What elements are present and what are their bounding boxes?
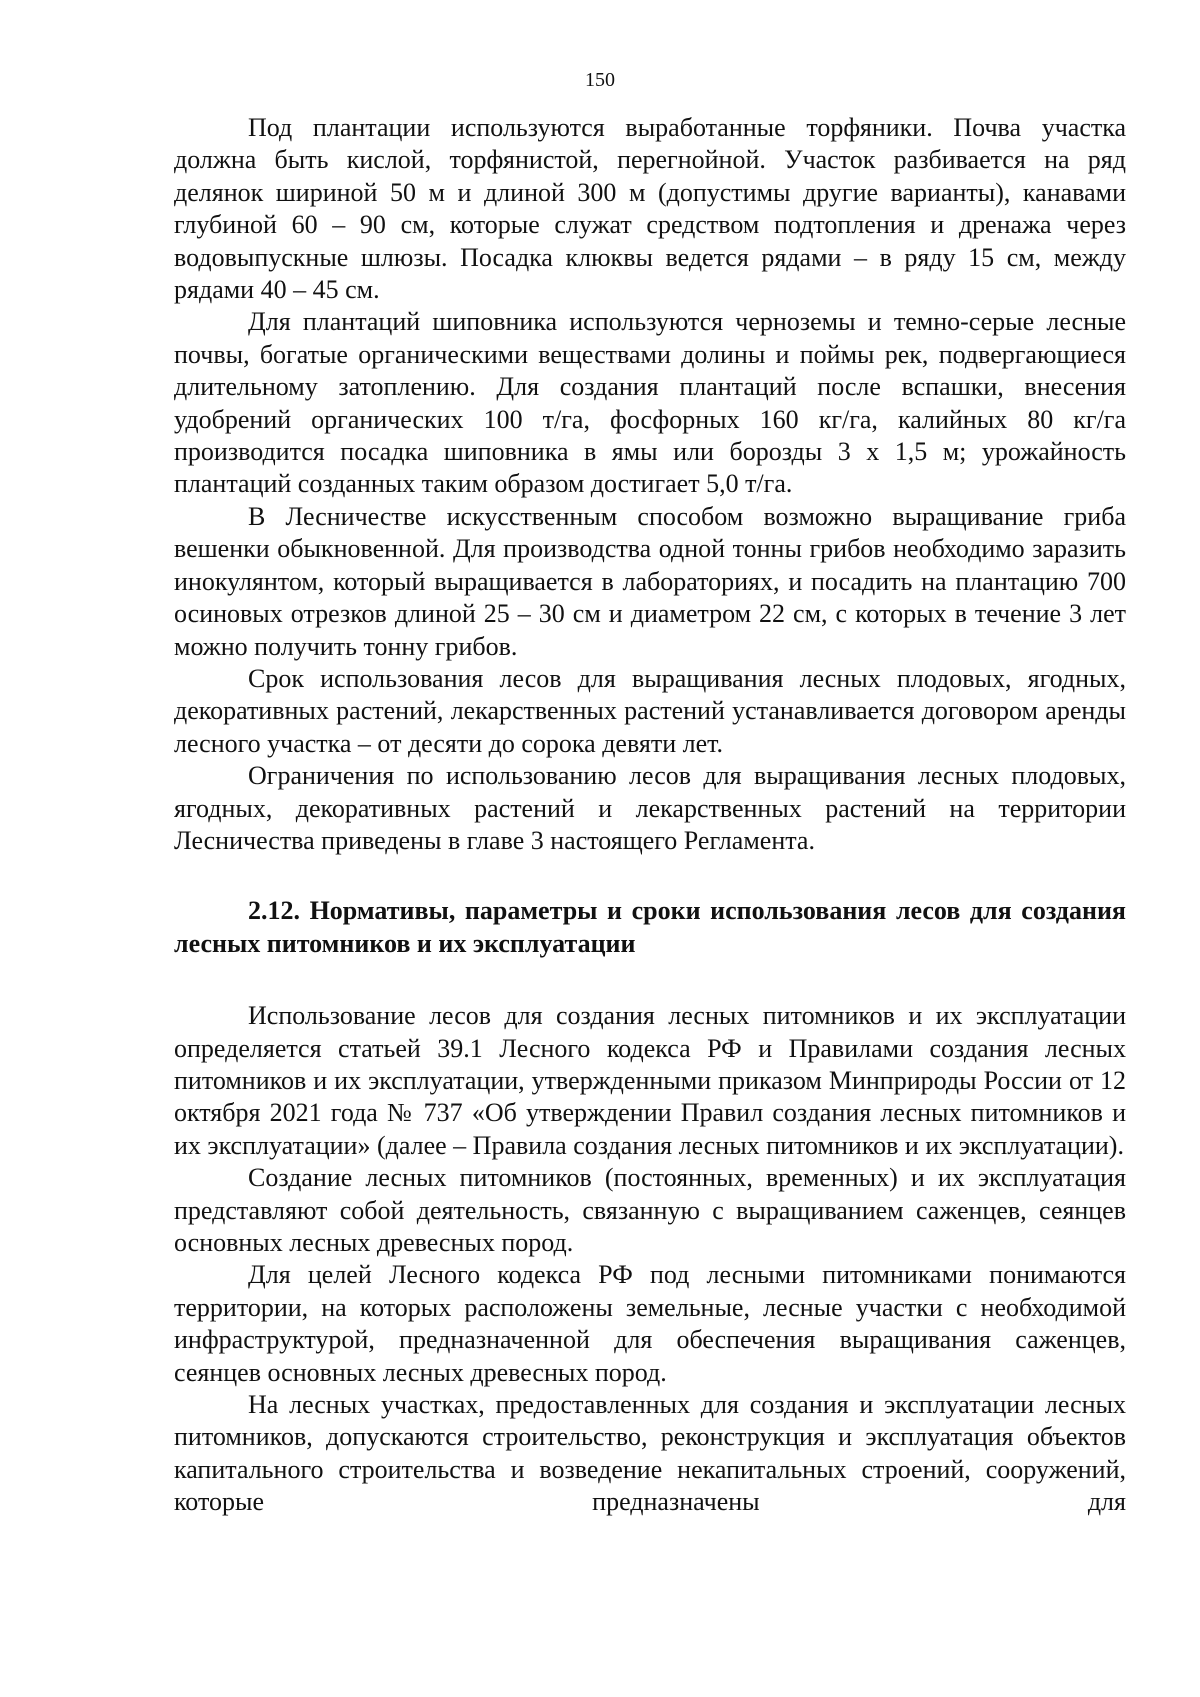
paragraph-nursery-regulation: Использование лесов для создания лесных питомников и их эксплуатации определяется статьей 39.1 Лесного кодекса РФ и Правилами создания лесных питомников и их эксплуатации, утвержденными приказом Минприроды России от 12 октября 2021 года № 737 «Об утверждении Правил создания лесных питомников и их эксплуатации» (далее – Правила создания лесных питомников и их эксплуатации).	[174, 1001, 1126, 1160]
paragraph-cranberry-plantations: Под плантации используются выработанные торфяники. Почва участка должна быть кислой, торфянистой, перегнойной. Участок разбивается на ряд делянок шириной 50 м и длиной 300 м (допустимы другие варианты), канавами глубиной 60 – 90 см, которые служат средством подтопления и дренажа через водовыпускные шлюзы. Посадка клюквы ведется рядами – в ряду 15 см, между рядами 40 – 45 см.	[174, 113, 1126, 305]
paragraph-oyster-mushroom: В Лесничестве искусственным способом возможно выращивание гриба вешенки обыкновенной. Для производства одной тонны грибов необходимо заразить инокулянтом, который выращивается в лабораториях, и посадить на плантацию 700 осиновых отрезков длиной 25 – 30 см и диаметром 22 см, с которых в течение 3 лет можно получить тонну грибов.	[174, 501, 1126, 661]
paragraph-usage-term: Срок использования лесов для выращивания лесных плодовых, ягодных, декоративных растений, лекарственных растений устанавливается договором аренды лесного участка – от десяти до сорока девяти лет.	[174, 663, 1126, 758]
paragraph-rosehip-plantations: Для плантаций шиповника используются черноземы и темно-серые лесные почвы, богатые органическими веществами долины и поймы рек, подвергающиеся длительному затоплению. Для создания плантаций после вспашки, внесения удобрений органических 100 т/га, фосфорных 160 кг/га, калийных 80 кг/га производится посадка шиповника в ямы или борозды 3 х 1,5 м; урожайность плантаций созданных таким образом достигает 5,0 т/га.	[174, 307, 1126, 499]
page-number: 150	[585, 69, 615, 91]
page-content	[174, 112, 1126, 1519]
section-heading: 2.12. Нормативы, параметры и сроки использования лесов для создания лесных питомников и их эксплуатации	[174, 896, 1126, 958]
paragraph-nursery-construction: На лесных участках, предоставленных для создания и эксплуатации лесных питомников, допускаются строительство, реконструкция и эксплуатация объектов капитального строительства и возведение некапитальных строений, сооружений, которые предназначены для	[174, 1390, 1126, 1517]
spacer	[174, 857, 1126, 895]
paragraph-nursery-territories: Для целей Лесного кодекса РФ под лесными питомниками понимаются территории, на которых расположены земельные, лесные участки с необходимой инфраструктурой, предназначенной для обеспечения выращивания саженцев, сеянцев основных лесных древесных пород.	[174, 1260, 1126, 1387]
paragraph-restrictions: Ограничения по использованию лесов для выращивания лесных плодовых, ягодных, декоративных растений и лекарственных растений на территории Лесничества приведены в главе 3 настоящего Регламента.	[174, 761, 1126, 855]
spacer	[174, 960, 1126, 1000]
paragraph-nursery-definition: Создание лесных питомников (постоянных, временных) и их эксплуатация представляют собой деятельность, связанную с выращиванием саженцев, сеянцев основных лесных древесных пород.	[174, 1163, 1126, 1257]
